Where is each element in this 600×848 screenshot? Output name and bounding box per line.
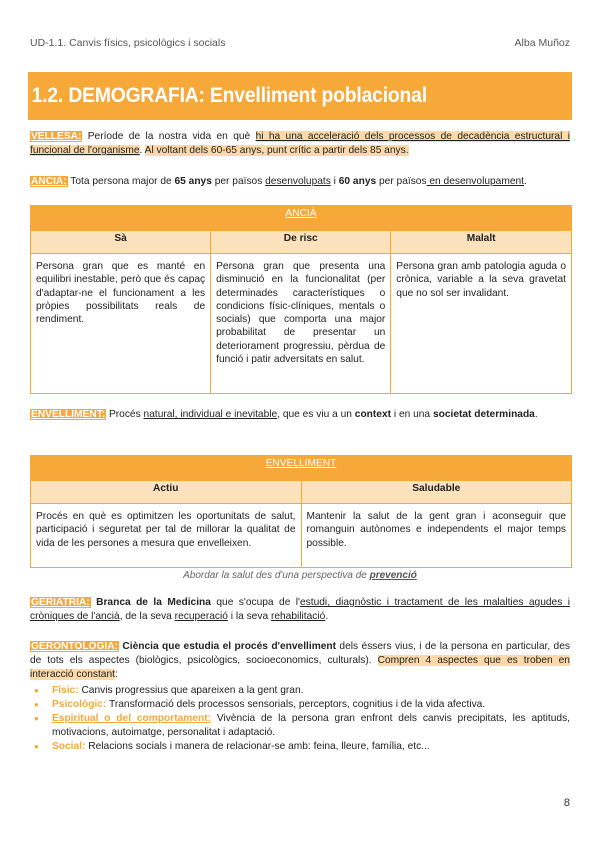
ancia-paragraph bbox=[30, 175, 570, 189]
text-run: Període de la nostra vida en què bbox=[82, 131, 256, 142]
highlight-run: hi ha una acceleració dels processos de decadència estructural i funcional de l'organisme bbox=[30, 131, 570, 157]
caption-text: Abordar la salut des d'una perspectiva de bbox=[183, 570, 370, 581]
aspect-label: Físic: bbox=[52, 685, 79, 696]
text-run: Procés bbox=[106, 409, 144, 420]
text-run: , de la seva bbox=[119, 611, 175, 623]
table-caption bbox=[30, 569, 570, 583]
text-run: dels éssers vius, i de la persona en particular, des de tots els aspectes (biològics, psicològics, socioeconomics, culturals). bbox=[30, 641, 570, 667]
text-run: . bbox=[139, 145, 145, 157]
envelliment-table bbox=[30, 455, 572, 568]
table-title-text: ANCIÀ bbox=[285, 208, 317, 219]
gerontologia-paragraph bbox=[30, 640, 570, 682]
bold-run: context bbox=[354, 409, 392, 420]
bold-run: societat determinada bbox=[432, 409, 535, 420]
bold-run: 60 anys bbox=[338, 176, 377, 187]
table-cell: Persona gran que es manté en equilibri inestable, però que és capaç d'adaptar-ne el funcionament a les pròpies possibilitats reals de rendiment. bbox=[31, 254, 211, 394]
aspects-list bbox=[30, 684, 570, 754]
text-run: , que es viu a un bbox=[277, 409, 355, 420]
ancia-term: ANCIÀ: bbox=[31, 176, 67, 187]
underline-run: rehabilitació bbox=[270, 611, 326, 623]
text-run: per països bbox=[211, 176, 266, 187]
column-header: De risc bbox=[211, 231, 391, 254]
text-run: . bbox=[534, 409, 538, 420]
text-run: . bbox=[325, 611, 329, 623]
underline-run: estudi, diagnòstic i tractament de les malalties agudes i cròniques de l'ancià bbox=[30, 597, 571, 623]
highlight-run: Al voltant dels 60-65 anys, punt crític a partir dels 85 anys. bbox=[144, 145, 409, 157]
title-banner bbox=[28, 72, 572, 120]
geriatria-paragraph bbox=[30, 596, 570, 624]
column-header: Malalt bbox=[391, 231, 572, 254]
column-header: Sà bbox=[31, 231, 211, 254]
bold-run: Branca de la Medicina bbox=[90, 597, 211, 608]
text-run: . bbox=[523, 176, 527, 187]
vellesa-term: VELLESA: bbox=[31, 131, 82, 142]
bold-run: Ciència que estudia el procés d'envelliment bbox=[118, 641, 337, 652]
aspect-text: Vivència de la persona gran enfront dels canvis precipitats, les aptituds, motivacions, autoimatge, personalitat i adaptació. bbox=[52, 713, 570, 739]
table-title-text: ENVELLIMENT bbox=[265, 458, 337, 469]
aspect-text: Relacions socials i manera de relacionar-se amb: feina, lleure, família, etc... bbox=[85, 741, 430, 753]
gerontologia-term: GERONTOLOGIA: bbox=[31, 641, 118, 652]
vellesa-paragraph bbox=[30, 130, 570, 158]
table-cell: Persona gran amb patologia aguda o crònica, variable a la seva gravetat que no sol ser invalidant. bbox=[391, 254, 572, 394]
table-cell: Persona gran que presenta una disminució en la funcionalitat (per determinades característiques o condicions físic-clíniques, mentals o socials) que comporta una major probabilitat de presentar un deteriorament progressiu, pèrdua de funció i patir adversitats en salut. bbox=[211, 254, 391, 394]
page-title: 1.2. DEMOGRAFIA: Envelliment poblacional bbox=[31, 84, 427, 107]
list-item bbox=[30, 684, 570, 698]
aspect-label: Espiritual o del comportament: bbox=[52, 713, 211, 725]
ancia-table-title bbox=[31, 206, 572, 231]
underline-run: recuperació bbox=[174, 611, 228, 623]
column-header: Saludable bbox=[301, 481, 572, 504]
list-item bbox=[30, 712, 570, 740]
envelliment-paragraph bbox=[30, 408, 570, 422]
aspect-text: Transformació dels processos sensorials, perceptors, cognitius i de la vida afectiva. bbox=[106, 699, 486, 711]
text-run: que s'ocupa de l' bbox=[210, 597, 301, 608]
list-item bbox=[30, 740, 570, 754]
page-number: 8 bbox=[563, 797, 570, 809]
underline-run: natural, individual e inevitable bbox=[143, 409, 278, 420]
aspect-label: Psicològic: bbox=[52, 699, 107, 711]
column-header: Actiu bbox=[31, 481, 302, 504]
highlight-run: Compren 4 aspectes que es troben en interacció constant bbox=[30, 655, 570, 681]
text-run: i la seva bbox=[227, 611, 271, 623]
list-item bbox=[30, 698, 570, 712]
text-run: Tota persona major de bbox=[67, 176, 175, 187]
header-left: UD-1.1. Canvis físics, psicològics i socials bbox=[30, 37, 226, 49]
text-run: i en una bbox=[391, 409, 433, 420]
underline-run: desenvolupats bbox=[265, 176, 331, 187]
text-run: : bbox=[114, 669, 118, 681]
text-run: i bbox=[330, 176, 339, 187]
geriatria-term: GERIATRIA: bbox=[31, 597, 90, 608]
aspect-text: Canvis progressius que apareixen a la gent gran. bbox=[78, 685, 304, 696]
ancia-table bbox=[30, 205, 572, 394]
aspect-label: Social: bbox=[52, 741, 86, 753]
table-cell: Procés en què es optimitzen les oportunitats de salut, participació i seguretat per tal de millorar la qualitat de vida de les persones a mesura que envelleixen. bbox=[31, 504, 302, 568]
text-run: per països bbox=[376, 176, 427, 187]
underline-run: en desenvolupament bbox=[426, 176, 524, 187]
envelliment-table-title bbox=[31, 456, 572, 481]
bold-run: 65 anys bbox=[174, 176, 212, 187]
envelliment-term: ENVELLIMENT: bbox=[31, 409, 106, 420]
header-right: Alba Muñoz bbox=[514, 37, 570, 49]
table-cell: Mantenir la salut de la gent gran i aconseguir que romanguin autònomes e independents el major temps possible. bbox=[301, 504, 572, 568]
caption-bold: prevenció bbox=[369, 570, 417, 581]
